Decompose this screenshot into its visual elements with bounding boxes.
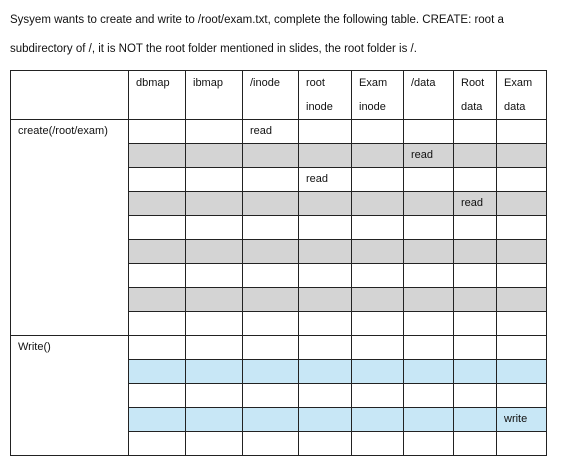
- table-cell[interactable]: [404, 432, 454, 456]
- table-row: [11, 336, 547, 360]
- table-cell[interactable]: [186, 144, 243, 168]
- column-header: [129, 71, 186, 120]
- operation-label: create(/root/exam): [11, 120, 129, 336]
- table-cell[interactable]: [243, 240, 299, 264]
- table-cell[interactable]: [129, 120, 186, 144]
- table-cell[interactable]: [497, 432, 547, 456]
- table-cell[interactable]: [404, 264, 454, 288]
- table-cell[interactable]: [352, 120, 404, 144]
- column-header: [497, 71, 547, 120]
- table-cell[interactable]: [454, 144, 497, 168]
- table-cell[interactable]: [243, 216, 299, 240]
- table-cell[interactable]: [497, 312, 547, 336]
- table-cell[interactable]: [299, 288, 352, 312]
- column-header: [352, 71, 404, 120]
- table-cell[interactable]: [299, 336, 352, 360]
- table-cell[interactable]: [186, 360, 243, 384]
- table-cell[interactable]: [243, 384, 299, 408]
- table-cell[interactable]: [243, 360, 299, 384]
- table-cell[interactable]: [404, 288, 454, 312]
- table-cell[interactable]: [497, 264, 547, 288]
- table-cell[interactable]: [243, 288, 299, 312]
- table-cell[interactable]: [497, 168, 547, 192]
- table-cell[interactable]: [497, 216, 547, 240]
- column-header: [404, 71, 454, 120]
- table-cell[interactable]: [404, 312, 454, 336]
- table-cell[interactable]: [454, 312, 497, 336]
- table-cell[interactable]: [186, 288, 243, 312]
- column-header-line-1: /inode: [250, 77, 280, 89]
- table-cell[interactable]: read: [404, 144, 454, 168]
- operation-label: Write(): [11, 336, 129, 456]
- table-cell[interactable]: [243, 336, 299, 360]
- table-cell[interactable]: [129, 216, 186, 240]
- table-cell[interactable]: [404, 120, 454, 144]
- table-cell[interactable]: [299, 144, 352, 168]
- table-cell[interactable]: [454, 288, 497, 312]
- table-cell[interactable]: [404, 360, 454, 384]
- table-cell[interactable]: [243, 168, 299, 192]
- table-cell[interactable]: [129, 168, 186, 192]
- table-cell[interactable]: [186, 192, 243, 216]
- table-cell[interactable]: [299, 432, 352, 456]
- column-header-line-1: dbmap: [136, 77, 170, 89]
- table-cell[interactable]: [186, 408, 243, 432]
- table-cell[interactable]: [186, 216, 243, 240]
- column-header-line-1: Exam: [359, 77, 388, 89]
- table-cell[interactable]: [352, 216, 404, 240]
- table-cell[interactable]: [299, 360, 352, 384]
- table-cell[interactable]: [243, 192, 299, 216]
- table-cell[interactable]: [243, 432, 299, 456]
- column-header-line-1: root: [306, 77, 325, 89]
- table-cell[interactable]: [497, 384, 547, 408]
- table-cell[interactable]: [404, 168, 454, 192]
- table-cell[interactable]: [299, 384, 352, 408]
- table-cell[interactable]: [497, 336, 547, 360]
- table-cell[interactable]: [129, 336, 186, 360]
- table-cell[interactable]: [186, 120, 243, 144]
- instructions-line-2: subdirectory of /, it is NOT the root folder mentioned in slides, the root folder is /.: [10, 43, 417, 55]
- table-cell[interactable]: [299, 192, 352, 216]
- table-cell[interactable]: [129, 312, 186, 336]
- table-cell[interactable]: [129, 432, 186, 456]
- table-cell[interactable]: write: [497, 408, 547, 432]
- table-cell[interactable]: [186, 168, 243, 192]
- table-cell[interactable]: [299, 216, 352, 240]
- table-cell[interactable]: [186, 264, 243, 288]
- column-header-line-2: inode: [359, 101, 386, 113]
- column-header-line-1: ibmap: [193, 77, 223, 89]
- table-cell[interactable]: [404, 240, 454, 264]
- column-header-line-2: data: [461, 101, 483, 113]
- table-cell[interactable]: [299, 240, 352, 264]
- table-cell[interactable]: [404, 384, 454, 408]
- table-cell[interactable]: [352, 192, 404, 216]
- table-cell[interactable]: [129, 288, 186, 312]
- table-cell[interactable]: [454, 432, 497, 456]
- column-header: [243, 71, 299, 120]
- table-cell[interactable]: [186, 432, 243, 456]
- table-cell[interactable]: [129, 240, 186, 264]
- table-cell[interactable]: [243, 264, 299, 288]
- table-cell[interactable]: [352, 240, 404, 264]
- column-header: [299, 71, 352, 120]
- table-cell[interactable]: [352, 408, 404, 432]
- table-cell[interactable]: [243, 408, 299, 432]
- column-header-line-1: Root: [461, 77, 485, 89]
- column-header-line-1: Exam: [504, 77, 533, 89]
- table-cell[interactable]: read: [243, 120, 299, 144]
- table-row: [11, 120, 547, 144]
- table-body: [11, 120, 547, 456]
- column-header-line-2: inode: [306, 101, 333, 113]
- table-cell[interactable]: [497, 288, 547, 312]
- table-cell[interactable]: [129, 384, 186, 408]
- table-cell[interactable]: [454, 360, 497, 384]
- instructions-line-1: Sysyem wants to create and write to /root/exam.txt, complete the following table. CREATE: root a: [10, 14, 504, 26]
- table-cell[interactable]: [129, 408, 186, 432]
- table-cell[interactable]: [299, 264, 352, 288]
- table-cell[interactable]: [497, 360, 547, 384]
- table-cell[interactable]: [454, 408, 497, 432]
- table-cell[interactable]: [129, 360, 186, 384]
- header-corner-cell: [11, 71, 129, 120]
- instructions: [10, 6, 556, 64]
- table-cell[interactable]: [299, 120, 352, 144]
- table-cell[interactable]: [497, 192, 547, 216]
- column-header-line-2: data: [504, 101, 526, 113]
- table-cell[interactable]: [454, 216, 497, 240]
- table-cell[interactable]: [299, 408, 352, 432]
- table-cell[interactable]: [454, 120, 497, 144]
- column-header: [454, 71, 497, 120]
- table-cell[interactable]: [186, 384, 243, 408]
- table-cell[interactable]: [352, 432, 404, 456]
- table-cell[interactable]: [404, 192, 454, 216]
- table-cell[interactable]: [454, 240, 497, 264]
- table-cell[interactable]: [352, 336, 404, 360]
- column-header: [186, 71, 243, 120]
- table-cell[interactable]: [454, 264, 497, 288]
- column-header-line-1: /data: [411, 77, 436, 89]
- table-cell[interactable]: [497, 240, 547, 264]
- table-header: [11, 71, 547, 120]
- table-cell[interactable]: [243, 312, 299, 336]
- table-cell[interactable]: [352, 168, 404, 192]
- table-cell[interactable]: [497, 144, 547, 168]
- table-cell[interactable]: [352, 384, 404, 408]
- table-cell[interactable]: [352, 144, 404, 168]
- table-cell[interactable]: [186, 312, 243, 336]
- table-cell[interactable]: [186, 240, 243, 264]
- table-cell[interactable]: read: [454, 192, 497, 216]
- table-cell[interactable]: [404, 336, 454, 360]
- table-cell[interactable]: [352, 360, 404, 384]
- table-cell[interactable]: [299, 312, 352, 336]
- header-row: [11, 71, 547, 120]
- table-cell[interactable]: [454, 384, 497, 408]
- table-cell[interactable]: [352, 312, 404, 336]
- table-cell[interactable]: read: [299, 168, 352, 192]
- table-cell[interactable]: [352, 288, 404, 312]
- table-cell[interactable]: [454, 336, 497, 360]
- table-cell[interactable]: [129, 144, 186, 168]
- table-cell[interactable]: [129, 192, 186, 216]
- table-cell[interactable]: [497, 120, 547, 144]
- operations-table: [10, 70, 547, 456]
- table-cell[interactable]: [352, 264, 404, 288]
- table-cell[interactable]: [243, 144, 299, 168]
- table-cell[interactable]: [404, 216, 454, 240]
- table-cell[interactable]: [404, 408, 454, 432]
- table-cell[interactable]: [129, 264, 186, 288]
- table-cell[interactable]: [454, 168, 497, 192]
- table-cell[interactable]: [186, 336, 243, 360]
